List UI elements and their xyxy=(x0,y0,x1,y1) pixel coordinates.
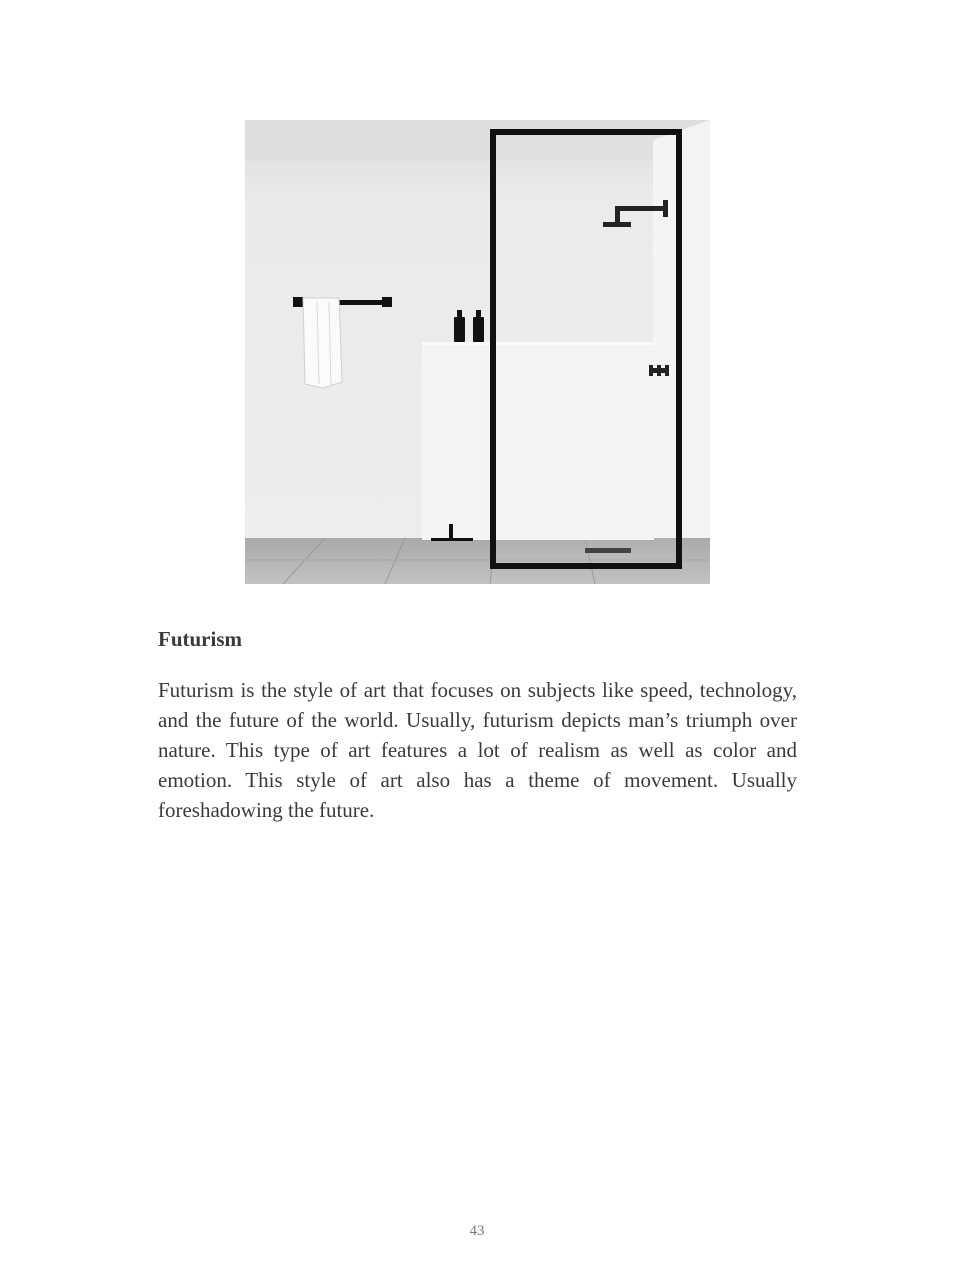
section-paragraph: Futurism is the style of art that focuses on subjects like speed, technology, and the future of the world. Usually, futurism depicts man’s triumph over nature. This type of art features a lot of realism as well as color and emotion. This style of art also has a theme of movement. Usually foreshadowing the future. xyxy=(158,678,797,822)
page-number: 43 xyxy=(469,1223,485,1239)
section-heading: Futurism xyxy=(158,627,242,651)
bathroom-photo xyxy=(245,120,710,584)
